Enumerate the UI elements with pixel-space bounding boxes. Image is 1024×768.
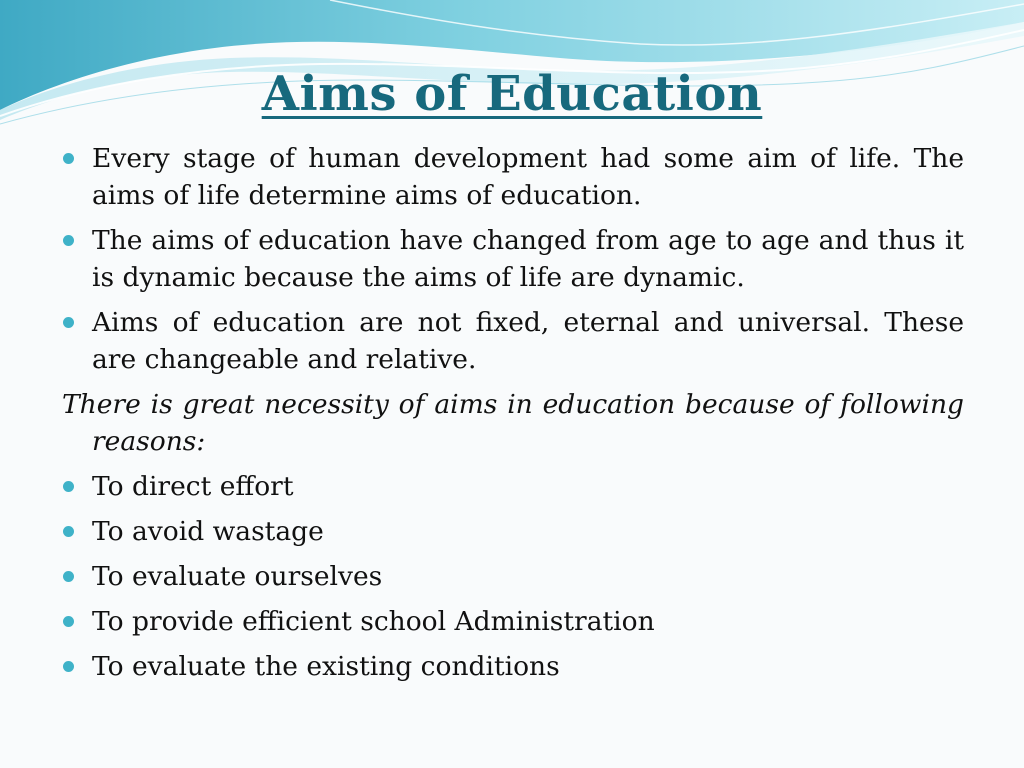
reasons-intro: There is great necessity of aims in education because of following reasons: <box>62 389 964 457</box>
bullet-item <box>62 222 964 296</box>
slide-body <box>62 140 964 693</box>
bullet-dot-icon <box>63 235 74 246</box>
bullet-dot-icon <box>63 661 74 672</box>
reason-text: To provide efficient school Administration <box>92 606 655 637</box>
reason-text: To evaluate the existing conditions <box>92 651 560 682</box>
reason-text: To evaluate ourselves <box>92 561 383 592</box>
reason-item <box>62 648 964 685</box>
reason-item <box>62 558 964 595</box>
reason-text: To avoid wastage <box>92 516 324 547</box>
bullet-item <box>62 140 964 214</box>
reason-item <box>62 513 964 550</box>
bullet-text: The aims of education have changed from age to age and thus it is dynamic because the aims of life are dynamic. <box>92 225 964 293</box>
bullet-dot-icon <box>63 481 74 492</box>
reason-text: To direct effort <box>92 471 294 502</box>
bullet-text: Every stage of human development had some aim of life. The aims of life determine aims of education. <box>92 143 964 211</box>
bullet-text: Aims of education are not fixed, eternal and universal. These are changeable and relative. <box>92 307 964 375</box>
bullet-dot-icon <box>63 317 74 328</box>
bullet-dot-icon <box>63 571 74 582</box>
slide-title-text: Aims of Education <box>261 66 763 122</box>
bullet-dot-icon <box>63 616 74 627</box>
reason-item <box>62 603 964 640</box>
reason-item <box>62 468 964 505</box>
bullet-dot-icon <box>63 153 74 164</box>
slide-title <box>0 66 1024 122</box>
bullet-dot-icon <box>63 526 74 537</box>
bullet-item <box>62 304 964 378</box>
